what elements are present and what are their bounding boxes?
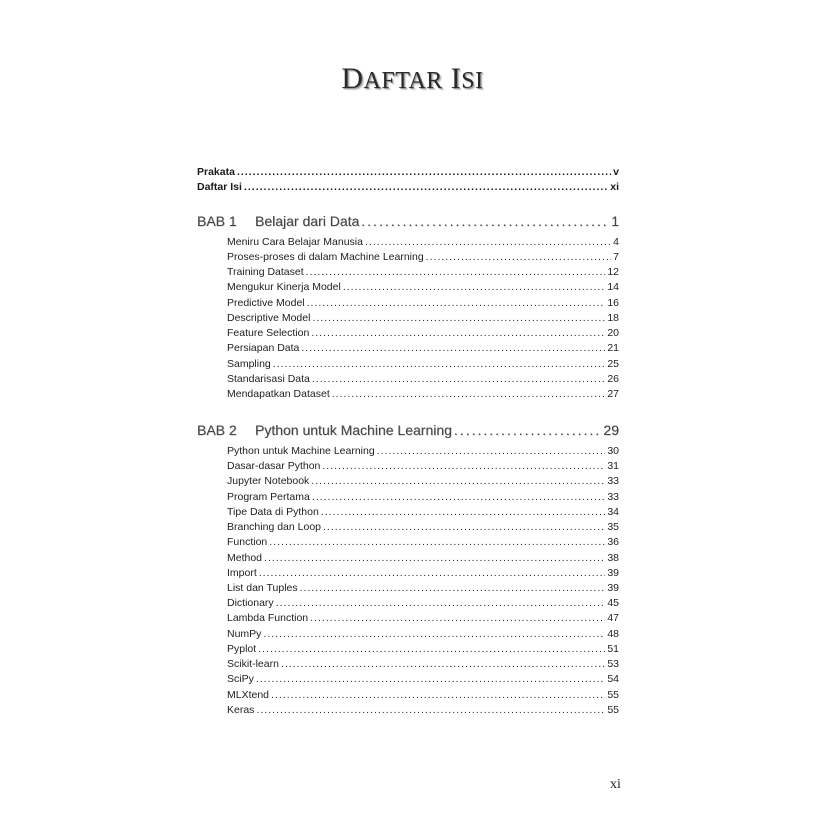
toc-section[interactable] <box>227 521 619 533</box>
leader-dots <box>454 422 602 438</box>
section-page: 26 <box>607 373 619 385</box>
toc-section[interactable] <box>227 658 619 670</box>
section-label: Feature Selection <box>227 327 310 339</box>
toc-section[interactable] <box>227 327 619 339</box>
section-label: Function <box>227 536 268 548</box>
leader-dots <box>377 445 606 457</box>
section-label: Python untuk Machine Learning <box>227 445 375 457</box>
section-label: SciPy <box>227 673 254 685</box>
section-label: Keras <box>227 704 255 716</box>
section-label: Standarisasi Data <box>227 373 310 385</box>
toc-section[interactable] <box>227 445 619 457</box>
section-page: 36 <box>607 536 619 548</box>
leader-dots <box>256 673 605 685</box>
section-label: Dasar-dasar Python <box>227 460 321 472</box>
leader-dots <box>259 567 606 579</box>
leader-dots <box>310 612 605 624</box>
leader-dots <box>323 521 605 533</box>
toc-entry-label: Prakata <box>197 166 235 178</box>
leader-dots <box>258 643 605 655</box>
leader-dots <box>264 552 605 564</box>
chapter-heading-1[interactable] <box>197 213 619 229</box>
toc-section[interactable] <box>227 643 619 655</box>
section-page: 48 <box>607 628 619 640</box>
leader-dots <box>273 358 606 370</box>
section-label: Branching dan Loop <box>227 521 321 533</box>
toc-section[interactable] <box>227 297 619 309</box>
section-page: 7 <box>613 251 619 263</box>
section-page: 20 <box>607 327 619 339</box>
page-title <box>0 62 825 96</box>
leader-dots <box>426 251 611 263</box>
leader-dots <box>361 213 609 229</box>
section-page: 34 <box>607 506 619 518</box>
section-label: Mengukur Kinerja Model <box>227 281 341 293</box>
leader-dots <box>244 181 608 193</box>
section-page: 14 <box>607 281 619 293</box>
chapter-number: BAB 2 <box>197 422 237 438</box>
toc-section[interactable] <box>227 628 619 640</box>
toc-section[interactable] <box>227 491 619 503</box>
leader-dots <box>256 704 605 716</box>
section-page: 12 <box>607 266 619 278</box>
section-page: 33 <box>607 491 619 503</box>
chapter-page: 29 <box>603 422 619 438</box>
leader-dots <box>301 342 605 354</box>
section-label: MLXtend <box>227 689 270 701</box>
leader-dots <box>276 597 606 609</box>
section-page: 55 <box>607 704 619 716</box>
section-label: Import <box>227 567 257 579</box>
section-page: 35 <box>607 521 619 533</box>
toc-section[interactable] <box>227 342 619 354</box>
toc-entry-label: Daftar Isi <box>197 181 242 193</box>
leader-dots <box>312 491 605 503</box>
leader-dots <box>365 236 611 248</box>
toc-section[interactable] <box>227 552 619 564</box>
toc-section[interactable] <box>227 612 619 624</box>
toc-entry-daftar-isi[interactable] <box>197 181 619 193</box>
section-page: 25 <box>607 358 619 370</box>
section-label: Lambda Function <box>227 612 309 624</box>
section-label: Sampling <box>227 358 271 370</box>
section-label: Scikit-learn <box>227 658 279 670</box>
chapter-title: Python untuk Machine Learning <box>255 422 452 438</box>
toc-entry-page: xi <box>610 181 619 193</box>
leader-dots <box>311 475 605 487</box>
chapter-number: BAB 1 <box>197 213 237 229</box>
section-label: Pyplot <box>227 643 257 655</box>
leader-dots <box>322 460 605 472</box>
toc-section[interactable] <box>227 236 619 248</box>
leader-dots <box>281 658 605 670</box>
title-rest-2: SI <box>461 68 484 94</box>
section-page: 31 <box>607 460 619 472</box>
section-label: Jupyter Notebook <box>227 475 310 487</box>
title-cap-2: I <box>450 62 462 95</box>
section-page: 53 <box>607 658 619 670</box>
toc-section[interactable] <box>227 388 619 400</box>
section-label: Proses-proses di dalam Machine Learning <box>227 251 424 263</box>
section-page: 45 <box>607 597 619 609</box>
title-rest-1: AFTAR <box>363 68 443 94</box>
toc-section[interactable] <box>227 673 619 685</box>
leader-dots <box>321 506 605 518</box>
section-label: Meniru Cara Belajar Manusia <box>227 236 363 248</box>
leader-dots <box>312 373 605 385</box>
section-label: Tipe Data di Python <box>227 506 319 518</box>
section-label: Mendapatkan Dataset <box>227 388 330 400</box>
section-page: 38 <box>607 552 619 564</box>
section-page: 39 <box>607 567 619 579</box>
section-page: 51 <box>607 643 619 655</box>
section-page: 54 <box>607 673 619 685</box>
section-label: Method <box>227 552 263 564</box>
section-page: 39 <box>607 582 619 594</box>
chapter-title: Belajar dari Data <box>255 213 360 229</box>
leader-dots <box>332 388 606 400</box>
section-page: 4 <box>613 236 619 248</box>
toc-section[interactable] <box>227 506 619 518</box>
section-label: Descriptive Model <box>227 312 311 324</box>
section-page: 55 <box>607 689 619 701</box>
page-number: xi <box>610 777 621 792</box>
toc-section[interactable] <box>227 358 619 370</box>
toc-entry-prakata[interactable] <box>197 166 619 178</box>
toc-section[interactable] <box>227 567 619 579</box>
section-page: 30 <box>607 445 619 457</box>
section-label: Predictive Model <box>227 297 305 309</box>
leader-dots <box>311 327 605 339</box>
leader-dots <box>237 166 611 178</box>
toc-section[interactable] <box>227 373 619 385</box>
leader-dots <box>306 266 606 278</box>
toc-section[interactable] <box>227 689 619 701</box>
section-label: Program Pertama <box>227 491 310 503</box>
chapter-page: 1 <box>611 213 619 229</box>
toc-section[interactable] <box>227 266 619 278</box>
toc-section[interactable] <box>227 704 619 716</box>
toc-section[interactable] <box>227 281 619 293</box>
chapter-heading-2[interactable] <box>197 422 619 438</box>
toc-section[interactable] <box>227 582 619 594</box>
toc-section[interactable] <box>227 475 619 487</box>
section-page: 18 <box>607 312 619 324</box>
section-page: 16 <box>607 297 619 309</box>
toc-section[interactable] <box>227 312 619 324</box>
section-label: Dictionary <box>227 597 274 609</box>
section-page: 21 <box>607 342 619 354</box>
toc-section[interactable] <box>227 536 619 548</box>
section-page: 47 <box>607 612 619 624</box>
toc-entry-page: v <box>613 166 619 178</box>
title-cap-1: D <box>341 62 364 95</box>
leader-dots <box>269 536 605 548</box>
leader-dots <box>312 312 605 324</box>
section-label: Persiapan Data <box>227 342 300 354</box>
toc-section[interactable] <box>227 251 619 263</box>
leader-dots <box>343 281 606 293</box>
toc-section[interactable] <box>227 460 619 472</box>
section-label: List dan Tuples <box>227 582 298 594</box>
toc-section[interactable] <box>227 597 619 609</box>
leader-dots <box>271 689 605 701</box>
leader-dots <box>263 628 605 640</box>
leader-dots <box>307 297 606 309</box>
section-label: Training Dataset <box>227 266 304 278</box>
section-page: 27 <box>607 388 619 400</box>
section-label: NumPy <box>227 628 262 640</box>
section-page: 33 <box>607 475 619 487</box>
leader-dots <box>300 582 606 594</box>
